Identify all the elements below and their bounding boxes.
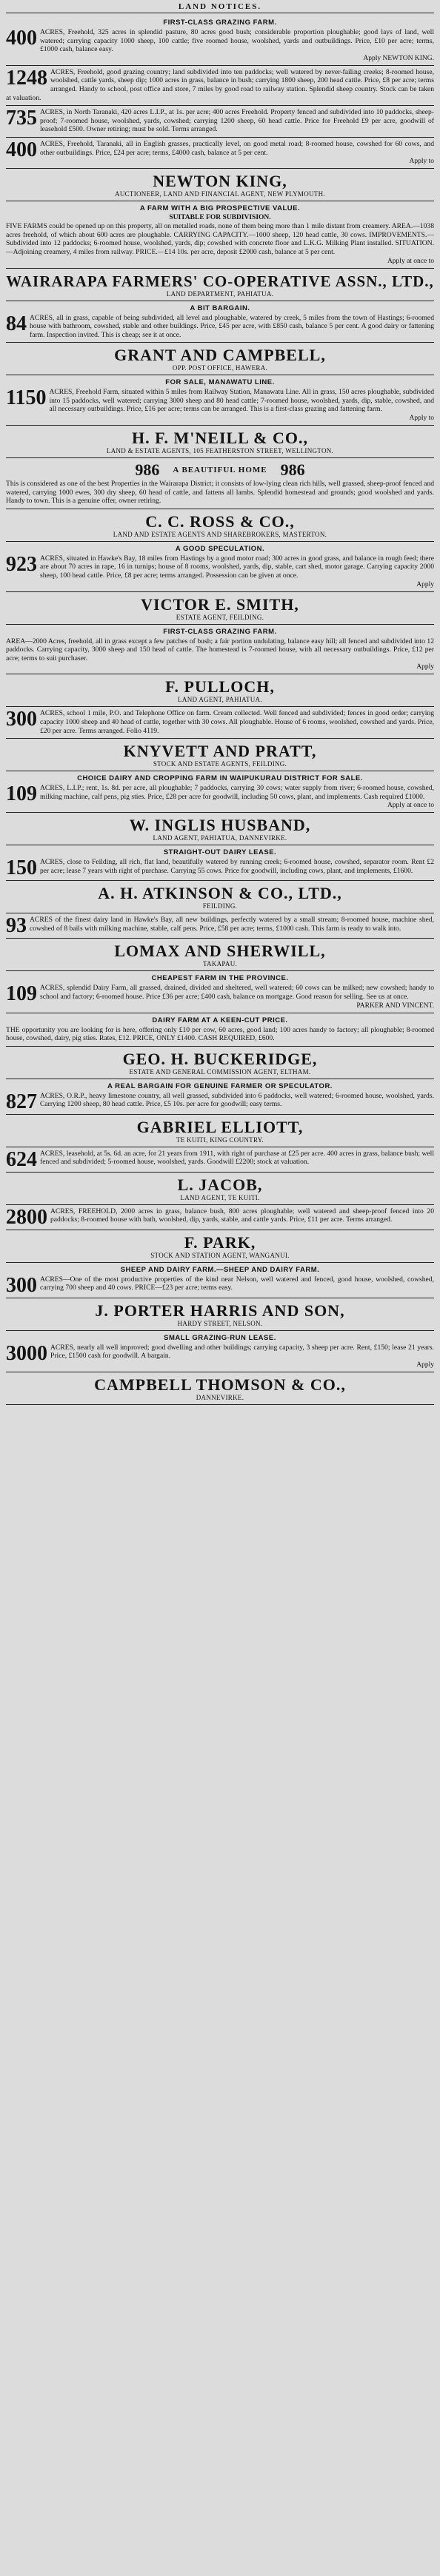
agent-name: W. INGLIS HUSBAND,	[129, 816, 311, 835]
acreage-number: 1248	[6, 66, 47, 90]
advertisement	[6, 1013, 434, 1047]
agent-address: STOCK AND ESTATE AGENTS, FEILDING.	[153, 760, 287, 768]
advertisement	[6, 625, 434, 675]
advertisement-list	[6, 16, 434, 1405]
ad-heading: FIRST-CLASS GRAZING FARM.	[163, 19, 277, 27]
advertisement	[6, 881, 434, 913]
ad-heading: FIRST-CLASS GRAZING FARM.	[163, 627, 277, 636]
advertisement	[6, 1372, 434, 1405]
agent-name: LOMAX AND SHERWILL,	[114, 942, 326, 961]
ad-text: ACRES, Freehold Farm, situated within 5 miles from Railway Station, Manawatu Line. All in grass, 150 acres ploughable, subdivided into 15 paddocks, well watered; carrying 3000 sheep and 80 head cattle; 7-roomed house, woolshed, yards, dip, stable, cowshed, and all necessary outbuildings. Price, £16 per acre; terms can be arranged. This is a first-class grazing and fattening farm.	[49, 388, 434, 414]
ad-text: ACRES, O.R.P., heavy limestone country, all well grassed, subdivided into 6 paddocks, well watered; 6-roomed house, woolshed, yards. Carrying 1200 sheep, 80 head cattle. Price, £5 10s. per acre for goodwill; easy terms.	[40, 1091, 434, 1109]
agent-name: CAMPBELL THOMSON & CO.,	[94, 1375, 346, 1394]
agent-name: WAIRARAPA FARMERS' CO-OPERATIVE ASSN., LTD.,	[6, 272, 434, 290]
agent-address: TAKAPAU.	[202, 960, 238, 968]
advertisement	[6, 1047, 434, 1079]
advertisement	[6, 939, 434, 971]
ad-heading: SHEEP AND DAIRY FARM.—SHEEP AND DAIRY FARM.	[120, 1265, 320, 1274]
advertisement	[6, 707, 434, 739]
advertisement	[6, 375, 434, 426]
agent-name: F. PARK,	[184, 1232, 256, 1252]
advertisement	[6, 739, 434, 771]
advertisement	[6, 971, 434, 1013]
ad-tagline: Apply at once to	[387, 257, 434, 265]
agent-address: TE KUITI, KING COUNTRY.	[176, 1136, 264, 1144]
agent-name: NEWTON KING,	[153, 172, 287, 191]
ad-text: ACRES, L.I.P.; rent, 1s. 8d. per acre, all ploughable; 7 paddocks, carrying 30 cows; water supply from river; 6-roomed house, cowshed, milking machine, calf pens, pig sties. Price, £28 per acre for goodwill, including 50 cows, plant, and implements. Cash required £1000.	[40, 784, 434, 801]
agent-address: DANNEVIRKE.	[196, 1393, 244, 1401]
ad-tagline: Apply to	[409, 415, 434, 423]
agent-address: LAND & ESTATE AGENTS, 105 FEATHERSTON STREET, WELLINGTON.	[106, 447, 334, 455]
advertisement	[6, 1115, 434, 1147]
ad-body	[6, 554, 434, 580]
advertisement	[6, 913, 434, 939]
agent-name: J. PORTER HARRIS AND SON,	[95, 1301, 345, 1320]
acreage-number: 93	[6, 914, 27, 938]
agent-name: GABRIEL ELLIOTT,	[136, 1117, 304, 1136]
acreage-number: 735	[6, 107, 37, 130]
ad-heading: SMALL GRAZING-RUN LEASE.	[164, 1333, 276, 1342]
ad-text: AREA—2000 Acres, freehold, all in grass except a few patches of bush; a fair portion undulating, balance easy hill; all fenced and subdivided into 12 paddocks. Carrying capacity, 3000 sheep and 150 head of cattle. The homestead is 7-roomed house, with all necessary outbuildings. Price, £12 per acre; terms to suit purchaser.	[6, 637, 434, 663]
acreage-number: 109	[6, 782, 37, 806]
acreage-number: 624	[6, 1147, 37, 1171]
ad-body	[6, 1205, 434, 1229]
agent-address: HARDY STREET, NELSON.	[177, 1319, 263, 1327]
ad-body	[6, 68, 434, 102]
acreage-number: 986	[280, 460, 305, 480]
ad-text: ACRES, Freehold, 325 acres in splendid pasture, 80 acres good bush; considerable proportion ploughable; good lays of land, well watered; carrying capacity 1000 sheep, 100 cattle; five roomed house, woolshed, yards and outbuildings. Price, £10 per acre; terms, £1000 cash, balance easy.	[40, 28, 434, 54]
ad-heading: A FARM WITH A BIG PROSPECTIVE VALUE.	[139, 204, 301, 213]
agent-name: C. C. ROSS & CO.,	[145, 511, 295, 531]
agent-name: F. PULLOCH,	[165, 677, 275, 697]
ad-heading: CHOICE DAIRY AND CROPPING FARM IN WAIPUKURAU DISTRICT FOR SALE.	[77, 774, 363, 783]
ad-text: ACRES, all in grass, capable of being subdivided, all level and ploughable, watered by creek, 5 miles from the town of Hastings; 6-roomed house with bathroom, cowshed, stable and other buildings. Price, £45 per acre, with £850 cash, balance 5 per cent. A good dairy or fattening farm. Inspection invited. This is cheap; see it at once.	[30, 313, 434, 339]
agent-name: KNYVETT AND PRATT,	[123, 742, 317, 761]
advertisement	[6, 509, 434, 542]
agent-name: H. F. M'NEILL & CO.,	[132, 429, 308, 448]
advertisement	[6, 813, 434, 845]
advertisement	[6, 1205, 434, 1230]
acreage-number: 300	[6, 1273, 37, 1297]
advertisement	[6, 269, 434, 301]
advertisement	[6, 1331, 434, 1372]
ad-text: ACRES, nearly all well improved; good dwelling and other buildings; carrying capacity, 3 sheep per acre. Rent, £150; lease 21 years. Price, £1500 cash for goodwill. A bargain.	[50, 1343, 434, 1361]
agent-address: LAND AGENT, PAHIATUA, DANNEVIRKE.	[153, 834, 287, 842]
ad-text: ACRES of the finest dairy land in Hawke's Bay, all new buildings, perfectly watered by a small stream; 8-roomed house, machine shed, cowshed of 8 bails with milking machine, stable, calf pens. Price, £58 per acre; terms, £1000 cash. This farm is ready to walk into.	[30, 916, 434, 933]
acreage-number: 400	[6, 138, 37, 161]
ad-text: ACRES, splendid Dairy Farm, all grassed, drained, divided and sheltered, well watered; 60 cows can be milked; new cowshed; handy to school and factory; 6-roomed house. Price £36 per acre; £400 cash, balance on mortgage. Good reason for selling. See us at once.	[40, 984, 434, 1001]
ad-text: ACRES, Freehold, good grazing country; land subdivided into ten paddocks; well watered by never-failing creeks; 8-roomed house, woolshed, cattle yards, sheep dip; 1000 acres in grass, balance in bush; carrying 1800 sheep, 200 head cattle. Price, £8 per acre; terms arranged. Handy to school, post office and store, 7 miles by good road to railway station. Splendid sheep country. Stock can be taken at valuation.	[6, 67, 434, 102]
acreage-number: 923	[6, 552, 37, 576]
ad-text: FIVE FARMS could be opened up on this property, all on metalled roads, none of them being more than 1 mile distant from creamery. AREA.—1038 acres freehold, of which about 600 acres are ploughable. CARRYING CAPACITY.—1000 sheep, 120 head cattle, 30 cows. IMPROVEMENTS.—Subdivided into 12 paddocks; 6-roomed house, woolshed, yards, dip; cowshed with concrete floor and L.K.G. Milking Plant installed. SITUATION.—Adjoining creamery, 4 miles from railway. PRICE.—£14 10s. per acre, deposit £2000 cash, balance at 5 per cent.	[6, 222, 434, 256]
agent-name: L. JACOB,	[177, 1175, 263, 1194]
ad-tagline: Apply at once to	[387, 802, 434, 810]
ad-heading: A GOOD SPECULATION.	[175, 544, 265, 553]
advertisement	[6, 458, 434, 509]
ad-heading: STRAIGHT-OUT DAIRY LEASE.	[163, 848, 277, 857]
ad-tagline: Apply to	[409, 158, 434, 166]
agent-name: VICTOR E. SMITH,	[141, 594, 299, 614]
advertisement	[6, 771, 434, 813]
agent-address: STOCK AND STATION AGENT, WANGANUI.	[150, 1251, 290, 1259]
advertisement	[6, 1079, 434, 1115]
ad-tagline: Apply	[416, 580, 434, 588]
ad-tagline: Apply NEWTON KING.	[363, 54, 434, 62]
agent-address: LAND DEPARTMENT, PAHIATUA.	[166, 289, 274, 298]
advertisement	[6, 845, 434, 881]
agent-address: LAND AGENT, PAHIATUA.	[178, 696, 262, 704]
agent-address: LAND AND ESTATE AGENTS AND SHAREBROKERS, MASTERTON.	[113, 530, 327, 538]
ad-text: ACRES—One of the most productive properties of the kind near Nelson, well watered and fenced, good house, woolshed, cowshed, carrying 700 sheep and 40 cows. PRICE—£23 per acre; terms easy.	[40, 1275, 434, 1292]
acreage-number: 109	[6, 982, 37, 1006]
ad-tagline: PARKER AND VINCENT.	[356, 1002, 434, 1010]
acreage-number: 400	[6, 27, 37, 50]
ad-heading: CHEAPEST FARM IN THE PROVINCE.	[151, 974, 289, 983]
ad-heading-row	[6, 460, 434, 480]
ad-text: ACRES, in North Taranaki, 420 acres L.I.P., at 1s. per acre; 400 acres Freehold. Property fenced and subdivided into 10 paddocks, sheep-proof; 7-roomed house, woolshed, yards, cowshed; carrying 1200 sheep, 60 head cattle. Price for Freehold £9 per acre, goodwill of leasehold £500. Owner retiring; must be sold. Terms arranged.	[40, 108, 434, 134]
agent-name: A. H. ATKINSON & CO., LTD.,	[98, 884, 342, 903]
advertisement	[6, 66, 434, 106]
ad-text: ACRES, school 1 mile, P.O. and Telephone Office on farm. Cream collected. Well fenced and subdivided; fences in good order; carrying capacity 1000 sheep and 40 head of cattle, together with 30 cows. All ploughable. House of 6 rooms, woolshed, cowshed and yards. Price, £20 per acre. Terms arranged. Folio 4119.	[40, 709, 434, 735]
advertisement	[6, 201, 434, 268]
acreage-number: 3000	[6, 1341, 47, 1365]
agent-name: GRANT AND CAMPBELL,	[114, 346, 326, 365]
advertisement	[6, 1147, 434, 1173]
advertisement	[6, 106, 434, 138]
ad-body	[6, 914, 434, 938]
agent-address: LAND AGENT, TE KUITI.	[180, 1193, 260, 1201]
acreage-number: 986	[135, 460, 160, 480]
ad-heading: A REAL BARGAIN FOR GENUINE FARMER OR SPECULATOR.	[107, 1081, 333, 1090]
advertisement	[6, 1298, 434, 1331]
ad-text: ACRES, situated in Hawke's Bay, 18 miles from Hastings by a good motor road; 300 acres in good grass, and balance in rough feed; there are about 70 acres in rape, 16 in turnips; house of 8 rooms, woolshed, yards, dip, stable, cart shed, motor garage. Carrying capacity 2000 sheep, 100 head cattle. Price, £8 per acre; terms arranged. Possession can be given at once.	[40, 554, 434, 580]
advertisement	[6, 301, 434, 343]
advertisement	[6, 343, 434, 375]
ad-heading: FOR SALE, MANAWATU LINE.	[165, 378, 275, 387]
ad-body	[6, 222, 434, 256]
ad-body	[6, 480, 434, 506]
ad-body	[6, 709, 434, 735]
ad-body	[6, 1090, 434, 1113]
ad-heading: A BIT BARGAIN.	[190, 303, 250, 312]
advertisement	[6, 16, 434, 66]
ad-body	[6, 314, 434, 340]
ad-text: THE opportunity you are looking for is here, offering only £10 per cow, 60 acres, good land; 100 acres handy to factory; all ploughable; 8-roomed house, cowshed, dairy, pig sties. Rates, £12. PRICE, ONLY £1400. CASH REQUIRED, £600.	[6, 1025, 434, 1043]
ad-body	[6, 1026, 434, 1043]
ad-body	[6, 388, 434, 414]
ad-text: ACRES, leasehold, at 5s. 6d. an acre, for 21 years from 1911, with right of purchase at £25 per acre. 400 acres in grass, balance bush; well fenced and subdivided; 5-roomed house, woolshed, yards. Goodwill £2200; stock at valuation.	[40, 1149, 434, 1167]
agent-address: ESTATE AGENT, FEILDING.	[176, 613, 264, 621]
page-title: LAND NOTICES.	[6, 2, 434, 13]
acreage-number: 1150	[6, 386, 47, 410]
advertisement	[6, 1263, 434, 1298]
ad-heading: A BEAUTIFUL HOME	[173, 466, 267, 475]
ad-tagline: Apply	[416, 663, 434, 671]
advertisement	[6, 169, 434, 201]
ad-text: ACRES, FREEHOLD, 2000 acres in grass, balance bush, 800 acres ploughable; well watered and sheep-proof fenced into 20 paddocks; 8-roomed house with bath, woolshed, dip, yards, stable, and cattle yards. Price, £11 per acre. Terms arranged.	[50, 1207, 434, 1224]
ad-subheading: SUITABLE FOR SUBDIVISION.	[169, 214, 271, 222]
advertisement	[6, 426, 434, 458]
ad-body	[6, 856, 434, 880]
acreage-number: 150	[6, 856, 37, 880]
advertisement	[6, 674, 434, 707]
ad-body	[6, 28, 434, 54]
ad-body	[6, 1273, 434, 1297]
agent-name: GEO. H. BUCKERIDGE,	[122, 1049, 318, 1068]
ad-tagline: Apply	[416, 1361, 434, 1369]
ad-body	[6, 138, 434, 161]
ad-text: This is considered as one of the best Properties in the Wairarapa District; it consists of low-lying clean rich hills, well grassed, sheep-proof fenced and watered, carrying 1000 ewes, 300 dry sheep, 60 head of cattle, and fattens all lambs. Splendid homestead and grounds; good woolshed and yards. Handy to town. This is a genuine offer, owner retiring.	[6, 480, 434, 506]
ad-text: ACRES, Freehold, Taranaki, all in English grasses, practically level, on good metal road; 8-roomed house, cowshed for 60 cows, and other outbuildings. Price, £24 per acre; terms, £4000 cash, balance at 5 per cent.	[40, 139, 434, 157]
acreage-number: 300	[6, 708, 37, 731]
agent-address: AUCTIONEER, LAND AND FINANCIAL AGENT, NEW PLYMOUTH.	[115, 190, 325, 198]
advertisement	[6, 1230, 434, 1263]
agent-address: ESTATE AND GENERAL COMMISSION AGENT, ELTHAM.	[129, 1067, 311, 1076]
acreage-number: 2800	[6, 1205, 47, 1229]
advertisement	[6, 592, 434, 625]
advertisement	[6, 542, 434, 592]
ad-heading: DAIRY FARM AT A KEEN-CUT PRICE.	[152, 1016, 288, 1024]
agent-address: OPP. POST OFFICE, HAWERA.	[172, 364, 268, 372]
acreage-number: 84	[6, 312, 27, 335]
ad-body	[6, 108, 434, 134]
agent-address: FEILDING.	[202, 902, 238, 910]
acreage-number: 827	[6, 1090, 37, 1113]
advertisement	[6, 1173, 434, 1205]
ad-text: ACRES, close to Feilding, all rich, flat land, beautifully watered by running creek; 6-roomed house, cowshed, separator room. Rent £2 per acre; lease 7 years with right of purchase. Carrying 55 cows. Price for goodwill, including cows, plant, and implements, £1600.	[40, 858, 434, 875]
advertisement	[6, 138, 434, 169]
ad-body	[6, 1147, 434, 1171]
ad-body	[6, 637, 434, 663]
